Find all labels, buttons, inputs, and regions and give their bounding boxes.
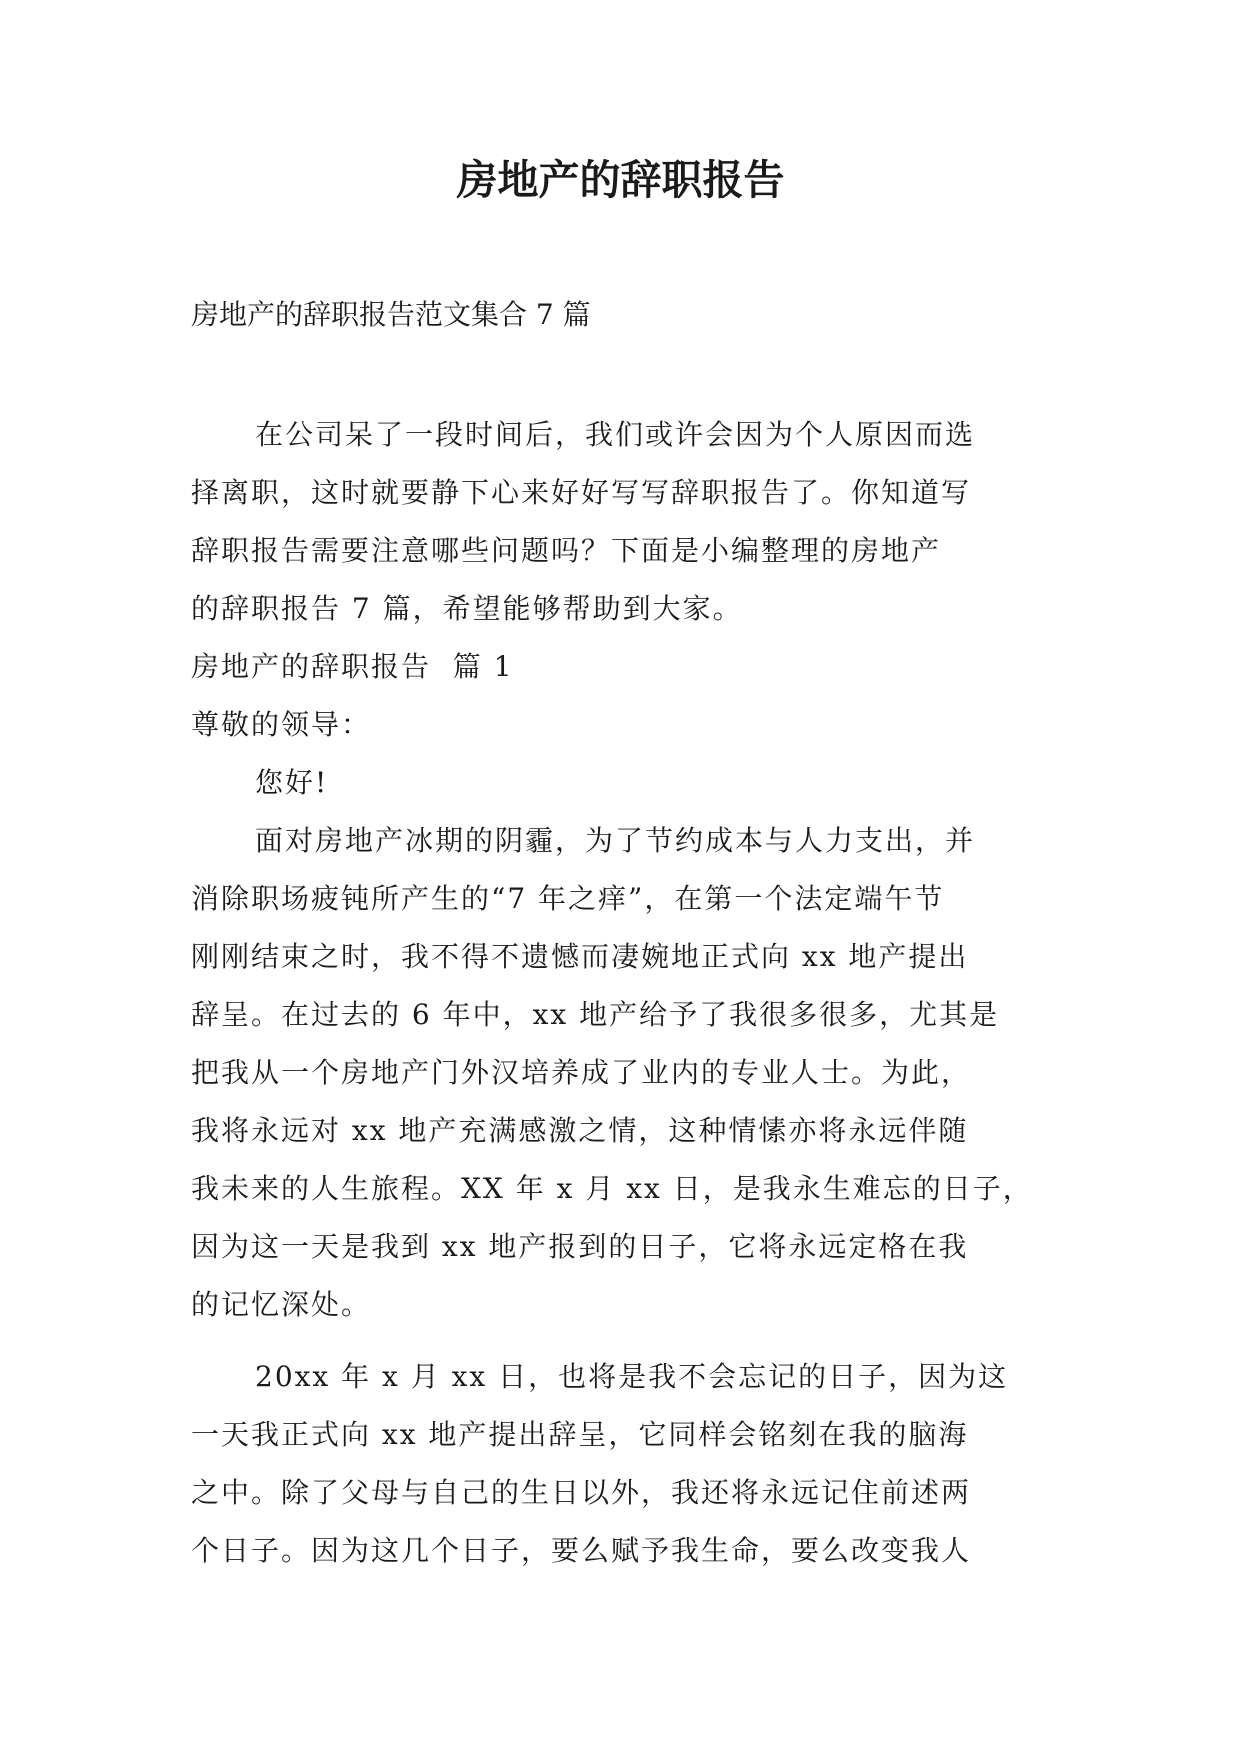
document-body xyxy=(191,406,1051,1580)
document-subtitle: 房地产的辞职报告范文集合 7 篇 xyxy=(191,298,591,331)
paragraph-line: 辞呈。在过去的 6 年中，xx 地产给予了我很多很多，尤其是 xyxy=(191,998,1000,1031)
intro-line: 在公司呆了一段时间后，我们或许会因为个人原因而选 xyxy=(255,418,976,451)
paragraph-line: 因为这一天是我到 xx 地产报到的日子，它将永远定格在我 xyxy=(191,1230,969,1263)
paragraph-1 xyxy=(191,812,1051,1334)
paragraph-line: 个日子。因为这几个日子，要么赋予我生命，要么改变我人 xyxy=(191,1534,972,1567)
paragraph-line: 的记忆深处。 xyxy=(191,1288,372,1321)
paragraph-line: 我将永远对 xx 地产充满感激之情，这种情愫亦将永远伴随 xyxy=(191,1114,969,1147)
intro-paragraph xyxy=(191,406,1051,638)
intro-line: 的辞职报告 7 篇，希望能够帮助到大家。 xyxy=(191,592,743,625)
paragraph-2 xyxy=(191,1348,1051,1580)
paragraph-line: 一天我正式向 xx 地产提出辞呈，它同样会铭刻在我的脑海 xyxy=(191,1418,969,1451)
paragraph-line: 把我从一个房地产门外汉培养成了业内的专业人士。为此， xyxy=(191,1056,972,1089)
paragraph-line: 20xx 年 x 月 xx 日，也将是我不会忘记的日子，因为这 xyxy=(255,1360,1009,1393)
section-heading: 房地产的辞职报告 篇 1 xyxy=(191,650,514,683)
greeting: 您好! xyxy=(255,766,329,799)
intro-line: 辞职报告需要注意哪些问题吗？下面是小编整理的房地产 xyxy=(191,534,942,567)
paragraph-line: 消除职场疲钝所产生的“7 年之痒”，在第一个法定端午节 xyxy=(191,882,945,915)
paragraph-line: 我未来的人生旅程。XX 年 x 月 xx 日，是我永生难忘的日子， xyxy=(191,1172,1033,1205)
paragraph-line: 刚刚结束之时，我不得不遗憾而凄婉地正式向 xx 地产提出 xyxy=(191,940,969,973)
intro-line: 择离职，这时就要静下心来好好写写辞职报告了。你知道写 xyxy=(191,476,972,509)
paragraph-line: 之中。除了父母与自己的生日以外，我还将永远记住前述两 xyxy=(191,1476,972,1509)
salutation: 尊敬的领导： xyxy=(191,708,372,741)
paragraph-line: 面对房地产冰期的阴霾，为了节约成本与人力支出，并 xyxy=(255,824,976,857)
paragraph-gap xyxy=(191,1334,1051,1348)
document-title: 房地产的辞职报告 xyxy=(456,156,785,204)
